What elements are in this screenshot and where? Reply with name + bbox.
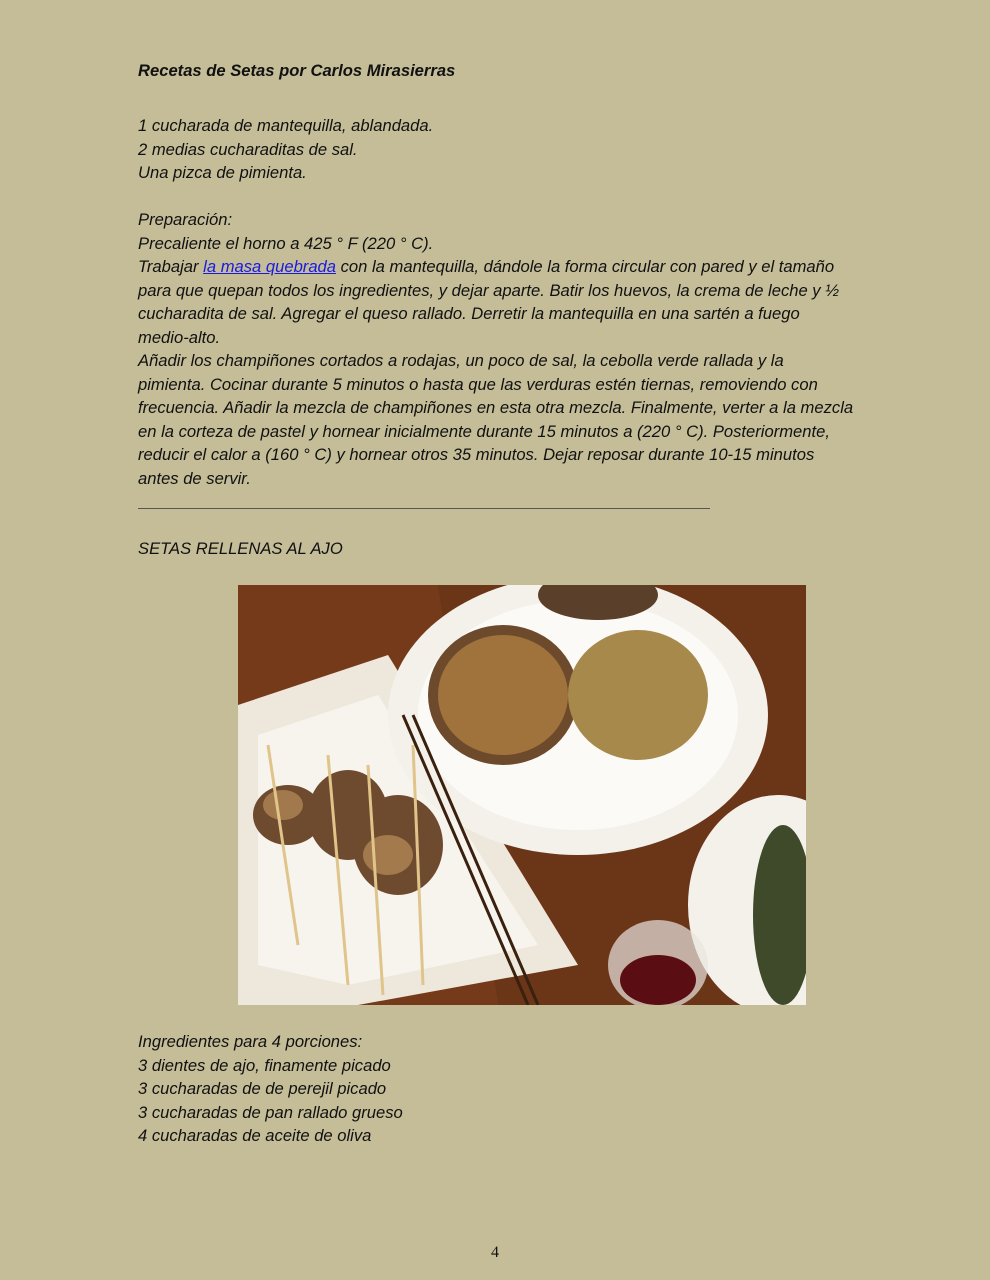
ingredient-line: 4 cucharadas de aceite de oliva <box>138 1126 372 1145</box>
ingredient-line: Una pizca de pimienta. <box>138 163 307 182</box>
document-title: Recetas de Setas por Carlos Mirasierras <box>138 61 456 80</box>
divider <box>138 508 710 509</box>
ingredient-line: 1 cucharada de mantequilla, ablandada. <box>138 116 434 135</box>
prep-line: reducir el calor a (160 ° C) y hornear otros 35 minutos. Dejar reposar durante 10-15 minutos <box>138 445 815 464</box>
ingredient-line: 2 medias cucharaditas de sal. <box>138 139 358 159</box>
prep-line: medio-alto. <box>138 327 221 347</box>
prep-text: Trabajar <box>138 257 204 276</box>
section-heading: SETAS RELLENAS AL AJO <box>138 539 343 558</box>
prep-line: en la corteza de pastel y hornear inicialmente durante 15 minutos a (220 ° C). Posteriormente, <box>138 421 830 441</box>
prep-line: Precaliente el horno a 425 ° F (220 ° C). <box>138 233 434 253</box>
prep-line: cucharadita de sal. Agregar el queso rallado. Derretir la mantequilla en una sartén a fuego <box>138 304 800 323</box>
prep-line <box>138 255 834 279</box>
prep-text: con la mantequilla, dándole la forma circular con pared y el tamaño <box>336 257 835 276</box>
ingredient-line: 3 cucharadas de pan rallado grueso <box>138 1102 403 1122</box>
prep-line: Añadir los champiñones cortados a rodajas, un poco de sal, la cebolla verde rallada y la <box>138 351 784 370</box>
prep-line: frecuencia. Añadir la mezcla de champiñones en esta otra mezcla. Finalmente, verter a la mezcla <box>138 398 854 417</box>
ingredient-line: 3 cucharadas de de perejil picado <box>138 1079 387 1098</box>
preparation-heading: Preparación: <box>138 210 233 229</box>
prep-line: para que quepan todos los ingredientes, y dejar aparte. Batir los huevos, la crema de leche y ½ <box>138 280 840 300</box>
stuffed-mushrooms-photo <box>238 585 806 1005</box>
ingredient-line: 3 dientes de ajo, finamente picado <box>138 1055 391 1075</box>
ingredients-heading: Ingredientes para 4 porciones: <box>138 1032 363 1051</box>
masa-quebrada-link[interactable]: la masa quebrada <box>203 257 337 276</box>
prep-line: antes de servir. <box>138 468 251 488</box>
prep-line: pimienta. Cocinar durante 5 minutos o hasta que las verduras estén tiernas, removiendo con <box>138 374 818 394</box>
page-number: 4 <box>491 1244 499 1261</box>
